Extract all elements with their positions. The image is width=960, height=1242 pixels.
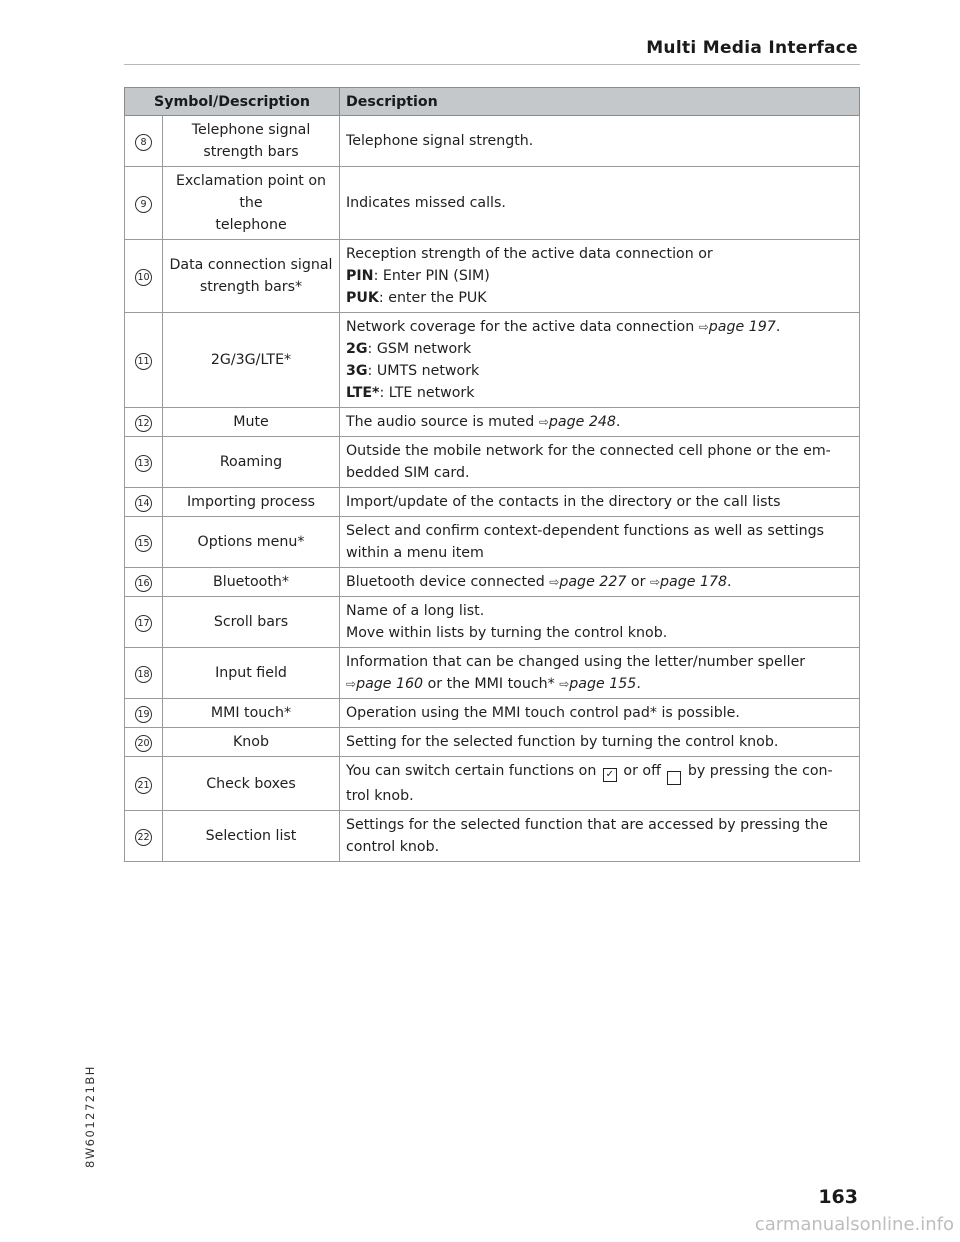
item-number-badge: 9: [135, 196, 152, 213]
symbol-cell: [163, 240, 340, 313]
item-number: [125, 167, 163, 240]
symbol-text: Exclamation point on the: [175, 173, 327, 211]
description-text: The audio source is muted: [346, 414, 539, 430]
item-number-badge: 14: [135, 495, 152, 512]
symbol-text: Importing process: [186, 494, 316, 510]
table-row: [125, 699, 860, 728]
description-text: Operation using the MMI touch control pad* is possible.: [346, 705, 740, 721]
description-text: trol knob.: [346, 788, 414, 804]
description-line: [346, 462, 853, 484]
description-text: control knob.: [346, 839, 440, 855]
page-reference: page 197: [708, 319, 776, 335]
description-line: [346, 542, 853, 564]
description-line: [346, 731, 853, 753]
item-number-badge: 19: [135, 706, 152, 723]
description-line: [346, 622, 853, 644]
item-number-badge: 8: [135, 134, 152, 151]
header-description: Description: [340, 88, 860, 116]
description-text: : LTE network: [379, 385, 475, 401]
description-text: : GSM network: [367, 341, 472, 357]
page-reference: page 227: [559, 574, 627, 590]
description-cell: [340, 240, 860, 313]
description-cell: [340, 488, 860, 517]
description-line: [346, 651, 853, 673]
description-text: Reception strength of the active data connection or: [346, 246, 713, 262]
description-line: [346, 382, 853, 404]
description-text: Move within lists by turning the control knob.: [346, 625, 668, 641]
description-text: or: [626, 574, 650, 590]
description-text: You can switch certain functions on: [346, 763, 601, 779]
symbol-text: Data connection signal: [169, 257, 333, 273]
term-label: PIN: [346, 268, 374, 284]
description-line: [346, 814, 853, 836]
description-line: [346, 265, 853, 287]
description-cell: [340, 568, 860, 597]
symbol-cell: [163, 517, 340, 568]
symbol-cell: [163, 728, 340, 757]
symbol-cell: [163, 437, 340, 488]
header-symbol: Symbol/Description: [125, 88, 340, 116]
item-number-badge: 15: [135, 535, 152, 552]
description-text: .: [636, 676, 641, 692]
description-text: : enter the PUK: [378, 290, 487, 306]
description-cell: [340, 116, 860, 167]
page-number: 163: [818, 1186, 858, 1208]
description-text: Name of a long list.: [346, 603, 485, 619]
description-line: [346, 316, 853, 338]
description-line: [346, 702, 853, 724]
table-row: [125, 437, 860, 488]
description-line: [346, 360, 853, 382]
symbol-cell: [163, 313, 340, 408]
item-number-badge: 11: [135, 353, 152, 370]
page-reference: page 248: [548, 414, 616, 430]
table-row: [125, 648, 860, 699]
page-reference: page 155: [569, 676, 637, 692]
description-line: [346, 760, 853, 785]
symbol-cell: [163, 597, 340, 648]
page-ref-arrow-icon: ⇨: [549, 575, 560, 589]
description-text: Outside the mobile network for the connected cell phone or the em-: [346, 443, 831, 459]
item-number-badge: 18: [135, 666, 152, 683]
description-text: .: [727, 574, 732, 590]
table-row: [125, 488, 860, 517]
table-row: [125, 728, 860, 757]
description-text: Information that can be changed using the letter/number speller: [346, 654, 806, 670]
item-number-badge: 10: [135, 269, 152, 286]
description-cell: [340, 437, 860, 488]
item-number: [125, 116, 163, 167]
description-text: : UMTS network: [367, 363, 480, 379]
description-line: [346, 287, 853, 309]
description-cell: [340, 408, 860, 437]
description-line: [346, 243, 853, 265]
symbol-text: Check boxes: [206, 775, 296, 792]
term-label: LTE*: [346, 385, 380, 401]
symbol-cell: [163, 811, 340, 862]
table-row: [125, 811, 860, 862]
document-code: 8W6012721BH: [83, 1065, 97, 1168]
description-line: [346, 338, 853, 360]
description-text: or the MMI touch*: [423, 676, 560, 692]
checkbox-empty-icon: [667, 771, 681, 785]
description-text: Bluetooth device connected: [346, 574, 550, 590]
description-text: Network coverage for the active data connection: [346, 319, 699, 335]
item-number: [125, 648, 163, 699]
description-text: Import/update of the contacts in the directory or the call lists: [346, 494, 781, 510]
description-cell: [340, 167, 860, 240]
page-reference: page 178: [660, 574, 728, 590]
item-number-badge: 17: [135, 615, 152, 632]
description-text: : Enter PIN (SIM): [373, 268, 490, 284]
page-header-title: Multi Media Interface: [646, 38, 858, 58]
item-number: [125, 517, 163, 568]
description-cell: [340, 313, 860, 408]
checkbox-checked-icon: ✓: [603, 768, 617, 782]
page-ref-arrow-icon: ⇨: [559, 677, 570, 691]
symbol-cell: [163, 568, 340, 597]
symbol-cell: [163, 488, 340, 517]
table-header-row: [125, 88, 860, 116]
item-number: [125, 811, 163, 862]
description-text: .: [775, 319, 781, 335]
item-number: [125, 408, 163, 437]
page-ref-arrow-icon: ⇨: [538, 415, 549, 429]
item-number: [125, 240, 163, 313]
description-cell: [340, 757, 860, 811]
item-number: [125, 597, 163, 648]
description-line: [346, 673, 853, 695]
description-text: Telephone signal strength.: [346, 133, 534, 149]
description-cell: [340, 597, 860, 648]
header-divider: [124, 64, 860, 65]
description-line: [346, 520, 853, 542]
item-number-badge: 16: [135, 575, 152, 592]
symbol-text: Mute: [233, 414, 269, 430]
table-row: [125, 517, 860, 568]
symbol-text: MMI touch*: [210, 705, 292, 721]
description-line: [346, 600, 853, 622]
symbol-cell: [163, 408, 340, 437]
description-text: within a menu item: [346, 545, 484, 561]
symbol-text: telephone: [215, 217, 287, 233]
description-text: Select and confirm context-dependent functions as well as settings: [346, 523, 825, 539]
symbol-text: Scroll bars: [213, 614, 289, 630]
term-label: PUK: [346, 290, 379, 306]
watermark: carmanualsonline.info: [754, 1214, 954, 1235]
description-line: [346, 440, 853, 462]
term-label: 2G: [346, 341, 368, 357]
description-line: [346, 571, 853, 593]
symbol-text: Knob: [233, 734, 269, 750]
item-number: [125, 728, 163, 757]
description-line: [346, 491, 853, 513]
table-row: [125, 757, 860, 811]
item-number: [125, 699, 163, 728]
description-text: Setting for the selected function by turning the control knob.: [346, 734, 779, 750]
item-number-badge: 21: [135, 777, 152, 794]
item-number-badge: 13: [135, 455, 152, 472]
table-row: [125, 116, 860, 167]
item-number: [125, 757, 163, 811]
symbol-cell: [163, 648, 340, 699]
symbol-cell: [163, 116, 340, 167]
description-cell: [340, 811, 860, 862]
symbol-text: Roaming: [219, 454, 283, 470]
description-line: [346, 836, 853, 858]
description-text: .: [615, 414, 621, 430]
description-text: by pressing the con-: [683, 763, 833, 779]
description-line: [346, 785, 853, 807]
symbol-cell: [163, 699, 340, 728]
item-number-badge: 20: [135, 735, 152, 752]
table-row: [125, 240, 860, 313]
table-row: [125, 597, 860, 648]
term-label: 3G: [346, 363, 368, 379]
description-cell: [340, 728, 860, 757]
item-number: [125, 437, 163, 488]
page-ref-arrow-icon: ⇨: [346, 677, 357, 691]
symbol-text: strength bars*: [199, 279, 303, 295]
page-ref-arrow-icon: ⇨: [698, 320, 709, 334]
symbol-text: Options menu*: [197, 534, 305, 550]
symbol-text: Selection list: [205, 828, 297, 844]
page-ref-arrow-icon: ⇨: [649, 575, 660, 589]
description-text: or off: [618, 763, 666, 779]
item-number: [125, 488, 163, 517]
description-cell: [340, 648, 860, 699]
description-cell: [340, 699, 860, 728]
item-number: [125, 568, 163, 597]
description-text: Settings for the selected function that are accessed by pressing the: [346, 817, 828, 833]
item-number-badge: 22: [135, 829, 152, 846]
symbol-cell: [163, 167, 340, 240]
description-line: [346, 411, 853, 433]
symbol-cell: [163, 757, 340, 811]
table-row: [125, 568, 860, 597]
symbol-text: Input field: [215, 665, 287, 681]
table-row: [125, 408, 860, 437]
table-row: [125, 167, 860, 240]
item-number-badge: 12: [135, 415, 152, 432]
description-text: Indicates missed calls.: [346, 195, 506, 211]
table-row: [125, 313, 860, 408]
description-cell: [340, 517, 860, 568]
symbol-text: Bluetooth*: [213, 574, 289, 590]
symbol-text: Telephone signal: [191, 122, 311, 138]
description-line: [346, 130, 853, 152]
page-reference: page 160: [356, 676, 424, 692]
description-line: [346, 192, 853, 214]
description-text: bedded SIM card.: [346, 465, 470, 481]
symbol-text: strength bars: [203, 144, 299, 160]
symbol-table: [124, 87, 860, 862]
item-number: [125, 313, 163, 408]
symbol-text: 2G/3G/LTE*: [210, 352, 292, 368]
